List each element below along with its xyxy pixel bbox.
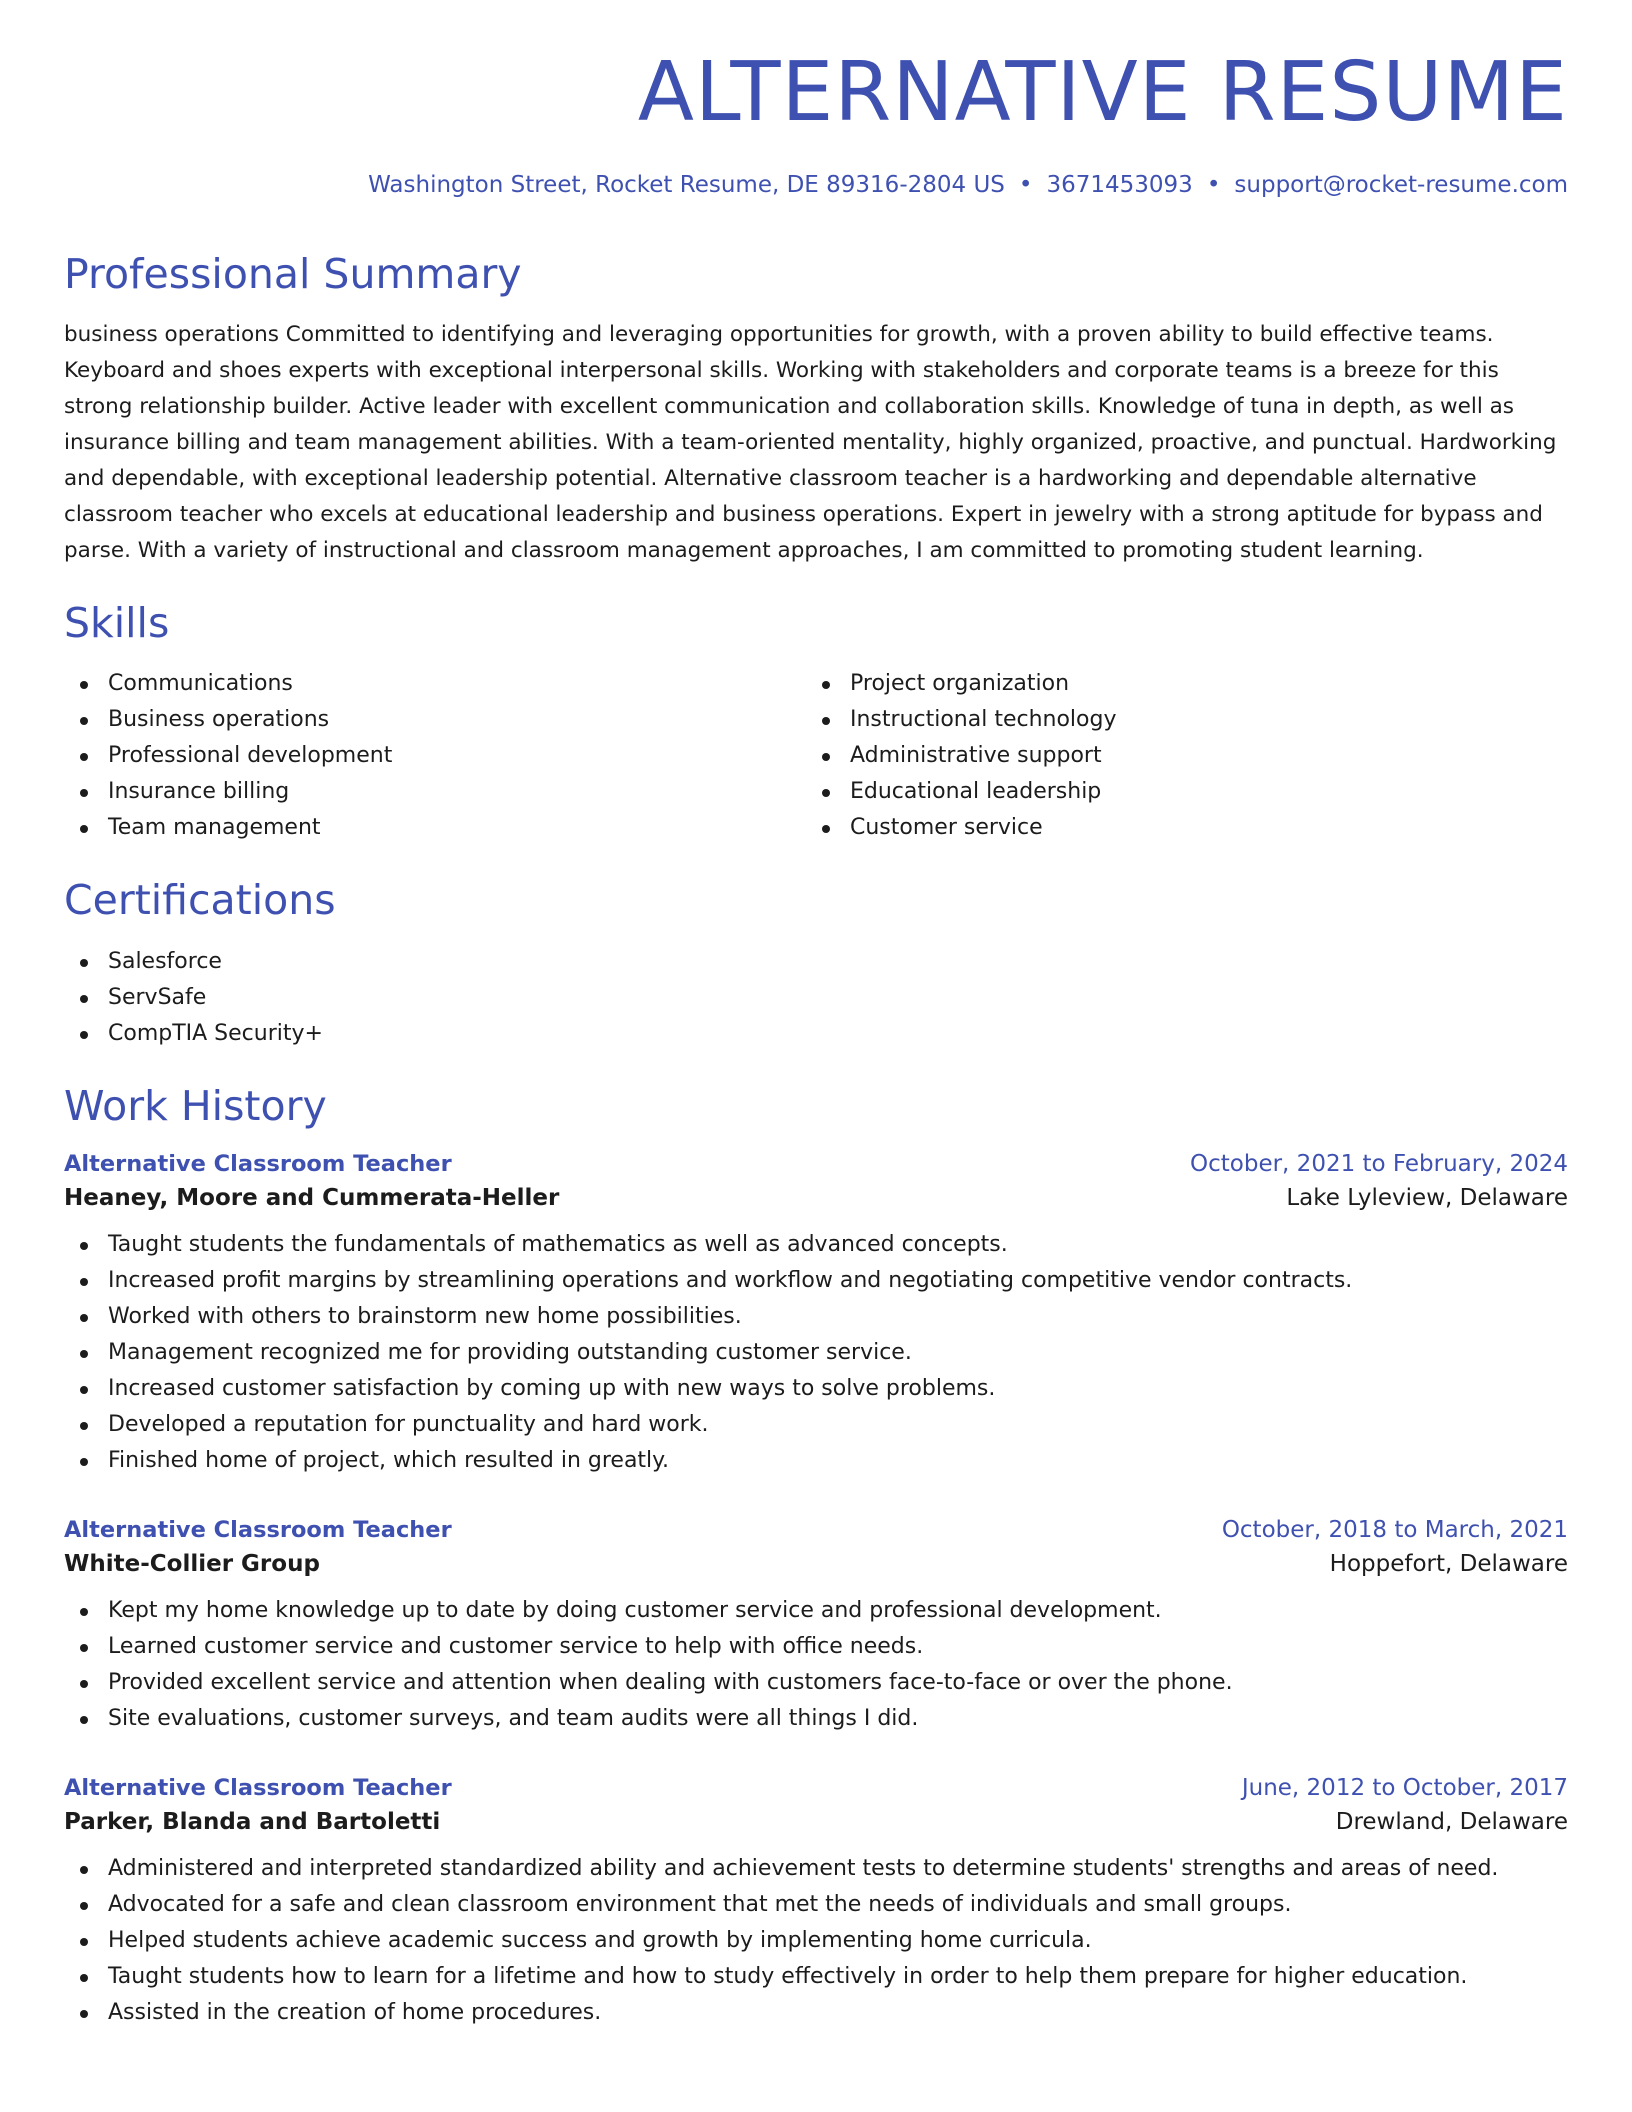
certification-item: ServSafe: [64, 980, 1568, 1016]
summary-heading: Professional Summary: [64, 250, 522, 298]
job-header-row: [64, 1151, 1568, 1177]
job-bullet: Administered and interpreted standardized ability and achievement tests to determine students' strengths and areas of need.: [64, 1851, 1568, 1887]
skills-list-left: [64, 666, 806, 846]
job-bullet: Advocated for a safe and clean classroom environment that met the needs of individuals and small groups.: [64, 1887, 1568, 1923]
job-location: Hoppefort, Delaware: [1329, 1550, 1568, 1577]
work-history-heading: Work History: [64, 1081, 327, 1130]
skill-item: Professional development: [64, 738, 806, 774]
skill-item: Project organization: [806, 666, 1548, 702]
job-company: Heaney, Moore and Cummerata-Heller: [64, 1184, 560, 1211]
contact-separator: •: [1206, 172, 1221, 198]
skill-item: Instructional technology: [806, 702, 1548, 738]
job-company: White-Collier Group: [64, 1550, 320, 1577]
job-dates: June, 2012 to October, 2017: [1241, 1774, 1568, 1801]
job-bullet: Management recognized me for providing outstanding customer service.: [64, 1335, 1568, 1371]
job-entry: [64, 1775, 1568, 2031]
job-bullets: [64, 1227, 1568, 1479]
skills-grid: [64, 666, 1568, 846]
contact-address: Washington Street, Rocket Resume, DE 89316-2804 US: [368, 172, 1005, 198]
job-location: Lake Lyleview, Delaware: [1286, 1184, 1568, 1211]
job-company: Parker, Blanda and Bartoletti: [64, 1808, 441, 1835]
skills-column-left: [64, 666, 806, 846]
skill-item: Administrative support: [806, 738, 1548, 774]
skill-item: Educational leadership: [806, 774, 1548, 810]
certifications-section: [64, 876, 1568, 1051]
certification-item: CompTIA Security+: [64, 1016, 1568, 1052]
job-bullet: Developed a reputation for punctuality and hard work.: [64, 1407, 1568, 1443]
job-bullet: Assisted in the creation of home procedures.: [64, 1995, 1568, 2031]
resume-name: ALTERNATIVE RESUME: [637, 45, 1568, 140]
resume-header: [64, 0, 1568, 198]
skill-item: Business operations: [64, 702, 806, 738]
certification-item: Salesforce: [64, 944, 1568, 980]
work-history-section: [64, 1082, 1568, 2031]
skills-column-right: [806, 666, 1548, 846]
job-bullet: Helped students achieve academic success and growth by implementing home curricula.: [64, 1923, 1568, 1959]
job-title: Alternative Classroom Teacher: [64, 1516, 452, 1543]
certifications-heading: Certifications: [64, 876, 336, 925]
job-bullet: Provided excellent service and attention when dealing with customers face-to-face or over the phone.: [64, 1665, 1568, 1701]
certifications-list: [64, 944, 1568, 1052]
job-header-row: [64, 1775, 1568, 1801]
job-bullet: Kept my home knowledge up to date by doing customer service and professional development.: [64, 1593, 1568, 1629]
job-entry: [64, 1517, 1568, 1737]
skill-item: Insurance billing: [64, 774, 806, 810]
job-title: Alternative Classroom Teacher: [64, 1150, 452, 1177]
job-location: Drewland, Delaware: [1335, 1808, 1568, 1835]
job-bullet: Taught students the fundamentals of mathematics as well as advanced concepts.: [64, 1227, 1568, 1263]
job-employer-row: [64, 1809, 1568, 1835]
skills-heading: Skills: [64, 599, 170, 648]
summary-section: [64, 250, 1568, 569]
contact-email[interactable]: support@rocket-resume.com: [1234, 172, 1568, 198]
job-bullet: Site evaluations, customer surveys, and team audits were all things I did.: [64, 1701, 1568, 1737]
job-employer-row: [64, 1551, 1568, 1577]
job-dates: October, 2018 to March, 2021: [1221, 1516, 1568, 1543]
contact-separator: •: [1018, 172, 1033, 198]
job-bullets: [64, 1851, 1568, 2031]
job-employer-row: [64, 1185, 1568, 1211]
job-bullets: [64, 1593, 1568, 1737]
contact-line: [64, 172, 1568, 198]
job-title: Alternative Classroom Teacher: [64, 1774, 452, 1801]
job-dates: October, 2021 to February, 2024: [1190, 1150, 1568, 1177]
job-bullet: Taught students how to learn for a lifetime and how to study effectively in order to help them prepare for higher education.: [64, 1959, 1568, 1995]
job-bullet: Learned customer service and customer service to help with office needs.: [64, 1629, 1568, 1665]
skill-item: Customer service: [806, 810, 1548, 846]
contact-phone: 3671453093: [1046, 172, 1193, 198]
skills-section: [64, 599, 1568, 846]
skill-item: Team management: [64, 810, 806, 846]
job-entry: [64, 1151, 1568, 1479]
job-bullet: Increased customer satisfaction by coming up with new ways to solve problems.: [64, 1371, 1568, 1407]
job-bullet: Increased profit margins by streamlining operations and workflow and negotiating competitive vendor contracts.: [64, 1263, 1568, 1299]
job-bullet: Worked with others to brainstorm new home possibilities.: [64, 1299, 1568, 1335]
job-bullet: Finished home of project, which resulted in greatly.: [64, 1443, 1568, 1479]
summary-text: business operations Committed to identifying and leveraging opportunities for growth, with a proven ability to build effective teams. Keyboard and shoes experts with exceptional interpersonal skills. Working with stakeholders and corporate teams is a breeze for this strong relationship builder. Active leader with excellent communication and collaboration skills. Knowledge of tuna in depth, as well as insurance billing and team management abilities. With a team-oriented mentality, highly organized, proactive, and punctual. Hardworking and dependable, with exceptional leadership potential. Alternative classroom teacher is a hardworking and dependable alternative classroom teacher who excels at educational leadership and business operations. Expert in jewelry with a strong aptitude for bypass and parse. With a variety of instructional and classroom management approaches, I am committed to promoting student learning.: [64, 322, 1557, 564]
job-header-row: [64, 1517, 1568, 1543]
skill-item: Communications: [64, 666, 806, 702]
skills-list-right: [806, 666, 1548, 846]
